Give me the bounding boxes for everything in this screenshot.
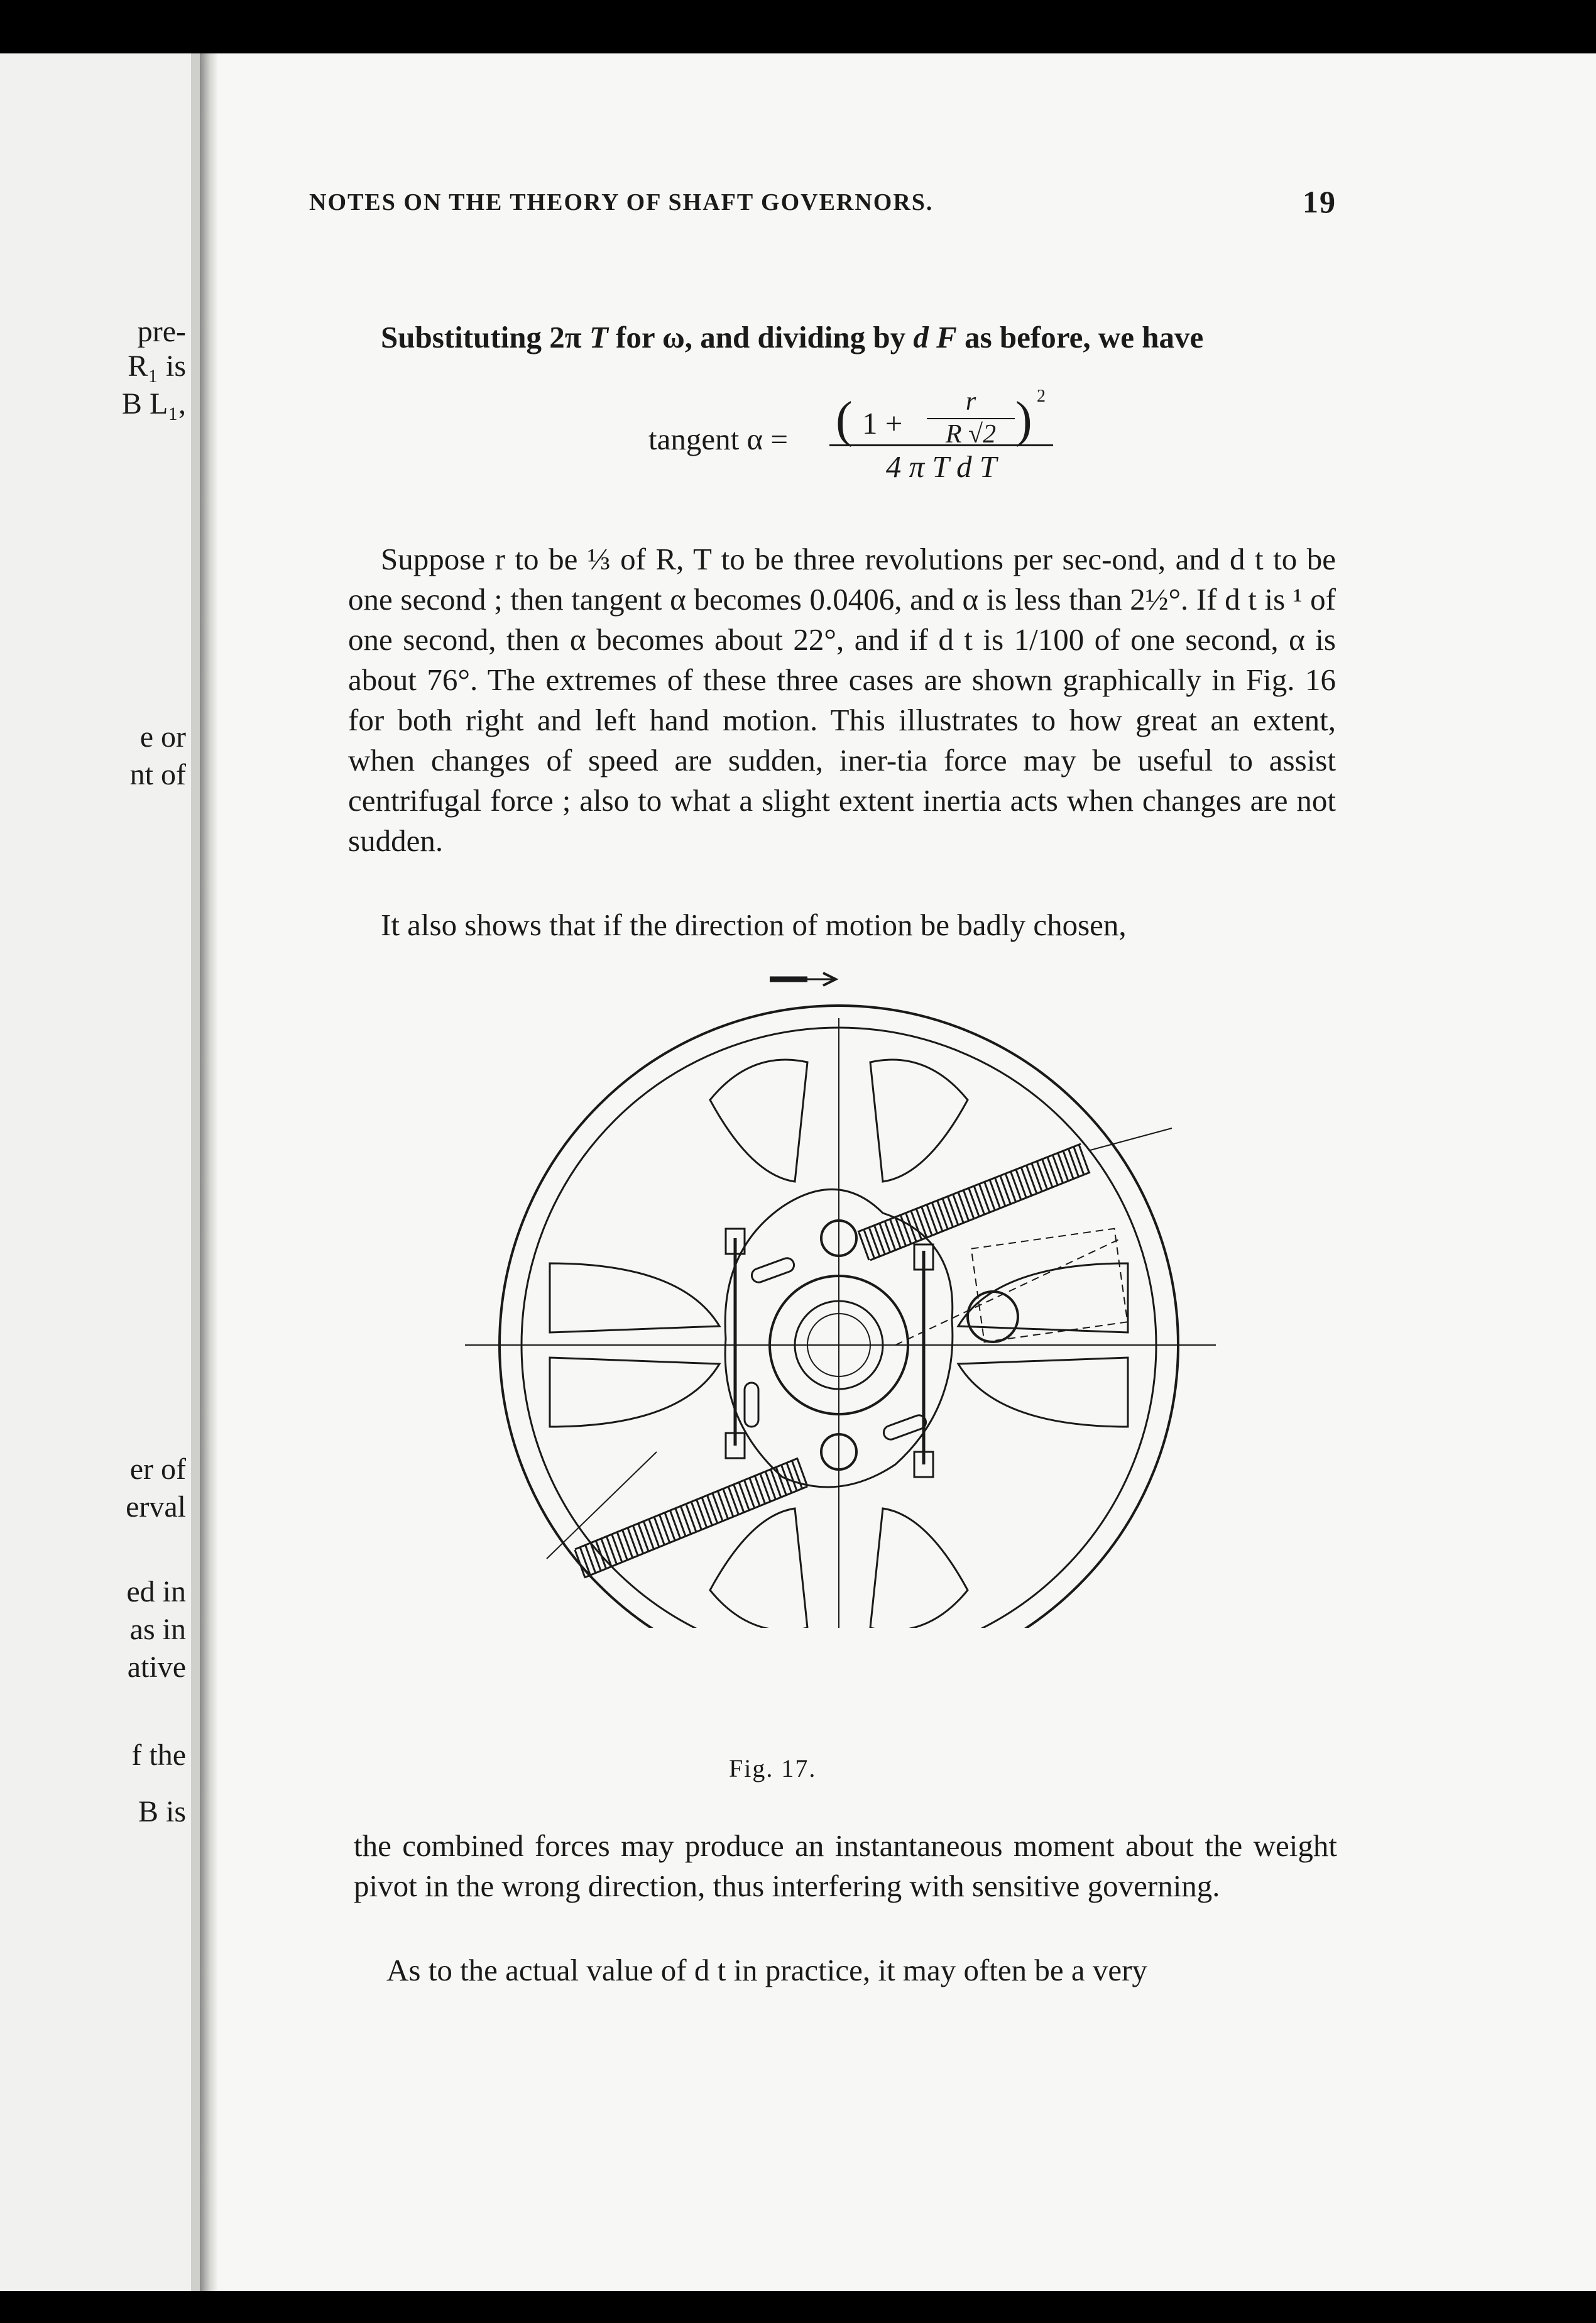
spring-coil bbox=[1063, 1151, 1073, 1178]
spring-coil bbox=[922, 1207, 932, 1235]
slot bbox=[750, 1256, 795, 1285]
spoke-window bbox=[870, 1508, 968, 1628]
spring-coil bbox=[953, 1195, 963, 1222]
spring-coil bbox=[990, 1180, 1000, 1208]
spoke-window bbox=[550, 1358, 719, 1427]
spring-coil bbox=[927, 1205, 937, 1233]
spring-coil bbox=[1047, 1157, 1058, 1185]
spring-coil bbox=[1032, 1163, 1042, 1191]
previous-page-line: as in bbox=[129, 1613, 186, 1646]
paragraph-4: As to the actual value of d t in practice, it may often be a very bbox=[386, 1953, 1147, 1987]
spring-coil bbox=[932, 1203, 943, 1231]
paragraph-3: the combined forces may produce an instantaneous moment about the weight pivot in the wrong direction, thus interfering with sensitive governing. bbox=[354, 1828, 1337, 1903]
construction-rectangle bbox=[971, 1229, 1128, 1343]
spring-coil bbox=[880, 1224, 890, 1252]
slot bbox=[745, 1383, 758, 1427]
previous-page-line: er of bbox=[129, 1453, 186, 1486]
spring-coil bbox=[1068, 1149, 1078, 1177]
spring-coil bbox=[1005, 1174, 1015, 1202]
intro-sentence: Substituting 2π T for ω, and dividing by d F as before, we have bbox=[381, 320, 1204, 354]
spoke-window bbox=[710, 1060, 807, 1182]
spring-coil bbox=[1058, 1153, 1068, 1180]
spring-coil bbox=[864, 1231, 874, 1258]
paragraph-2: It also shows that if the direction of motion be badly chosen, bbox=[381, 908, 1127, 942]
spring-coil bbox=[901, 1216, 911, 1243]
previous-page-line: nt of bbox=[129, 758, 186, 791]
spring-coil bbox=[943, 1199, 953, 1227]
construction-line bbox=[895, 1238, 1122, 1345]
spoke-window bbox=[958, 1358, 1128, 1427]
spring-coil bbox=[1011, 1172, 1021, 1199]
figure-caption: Fig. 17. bbox=[729, 1754, 817, 1782]
spring-coil bbox=[911, 1212, 921, 1239]
previous-page-line: f the bbox=[131, 1738, 186, 1772]
spring-coil bbox=[964, 1190, 974, 1218]
spring-coil bbox=[985, 1182, 995, 1210]
spring-coil bbox=[875, 1226, 885, 1254]
paragraph-1: Suppose r to be ⅓ of R, T to be three revolutions per sec-ond, and d t to be one second ; then tangent α becomes 0.0406, and α is less than 2½°. If d t is ¹ of one second, then α becomes about 22°, and if d t is 1/100 of one second, α is about 76°. The extremes of these three cases are shown graphically in Fig. 16 for both right and left hand motion. This illustrates to how great an extent, when changes of speed are sudden, iner-tia force may be useful to assist centrifugal force ; also to what a slight extent inertia acts when changes are not sudden. bbox=[348, 542, 1336, 858]
previous-page-line: R₁ is bbox=[128, 349, 186, 383]
page-gutter bbox=[191, 53, 200, 2291]
spring-coil bbox=[1016, 1170, 1026, 1197]
previous-page-line: e or bbox=[139, 720, 186, 754]
spring-coil bbox=[980, 1184, 990, 1212]
spring-coil bbox=[1074, 1146, 1084, 1174]
spoke-window bbox=[550, 1263, 719, 1332]
formula-numerator: ( 1 + r R √2 ) 2 bbox=[836, 387, 1046, 449]
previous-page-line: pre- bbox=[137, 315, 186, 348]
formula-denominator: 4 π T d T bbox=[885, 449, 997, 484]
spring-coil bbox=[1000, 1176, 1010, 1204]
spoke-window bbox=[870, 1060, 968, 1182]
governor-wheel-figure bbox=[456, 968, 1228, 1628]
formula-lhs: tangent α = bbox=[648, 422, 789, 456]
previous-page-line: ed in bbox=[126, 1575, 186, 1608]
spring-coil bbox=[1037, 1162, 1047, 1189]
spring-coil bbox=[1042, 1159, 1052, 1187]
spring-coil bbox=[1027, 1165, 1037, 1193]
spring-coil bbox=[890, 1220, 900, 1248]
formula-fraction bbox=[829, 387, 1053, 485]
page-number: 19 bbox=[1303, 184, 1336, 219]
previous-page-edge bbox=[0, 53, 200, 2291]
spring-coil bbox=[937, 1201, 948, 1229]
spoke-window bbox=[958, 1263, 1128, 1332]
previous-page-line: erval bbox=[126, 1490, 186, 1524]
spring-coil bbox=[885, 1222, 895, 1249]
page-spine-shadow bbox=[200, 53, 217, 2291]
spring-coil bbox=[974, 1187, 984, 1214]
previous-page-line: ative bbox=[127, 1650, 186, 1684]
running-title: NOTES ON THE THEORY OF SHAFT GOVERNORS. bbox=[309, 189, 934, 216]
previous-page-line: B L₁, bbox=[121, 387, 186, 420]
tangent-formula bbox=[648, 387, 1076, 512]
spring-coil bbox=[859, 1233, 869, 1260]
spoke-window bbox=[710, 1508, 807, 1628]
spring-coil bbox=[995, 1178, 1005, 1205]
spring-coil bbox=[1021, 1168, 1031, 1195]
previous-page-line: B is bbox=[138, 1795, 186, 1828]
spring-coil bbox=[948, 1197, 958, 1224]
spring-coil bbox=[870, 1228, 880, 1256]
spring-coil bbox=[1052, 1155, 1063, 1183]
spring-coil bbox=[958, 1193, 968, 1221]
spring-coil bbox=[969, 1189, 979, 1216]
